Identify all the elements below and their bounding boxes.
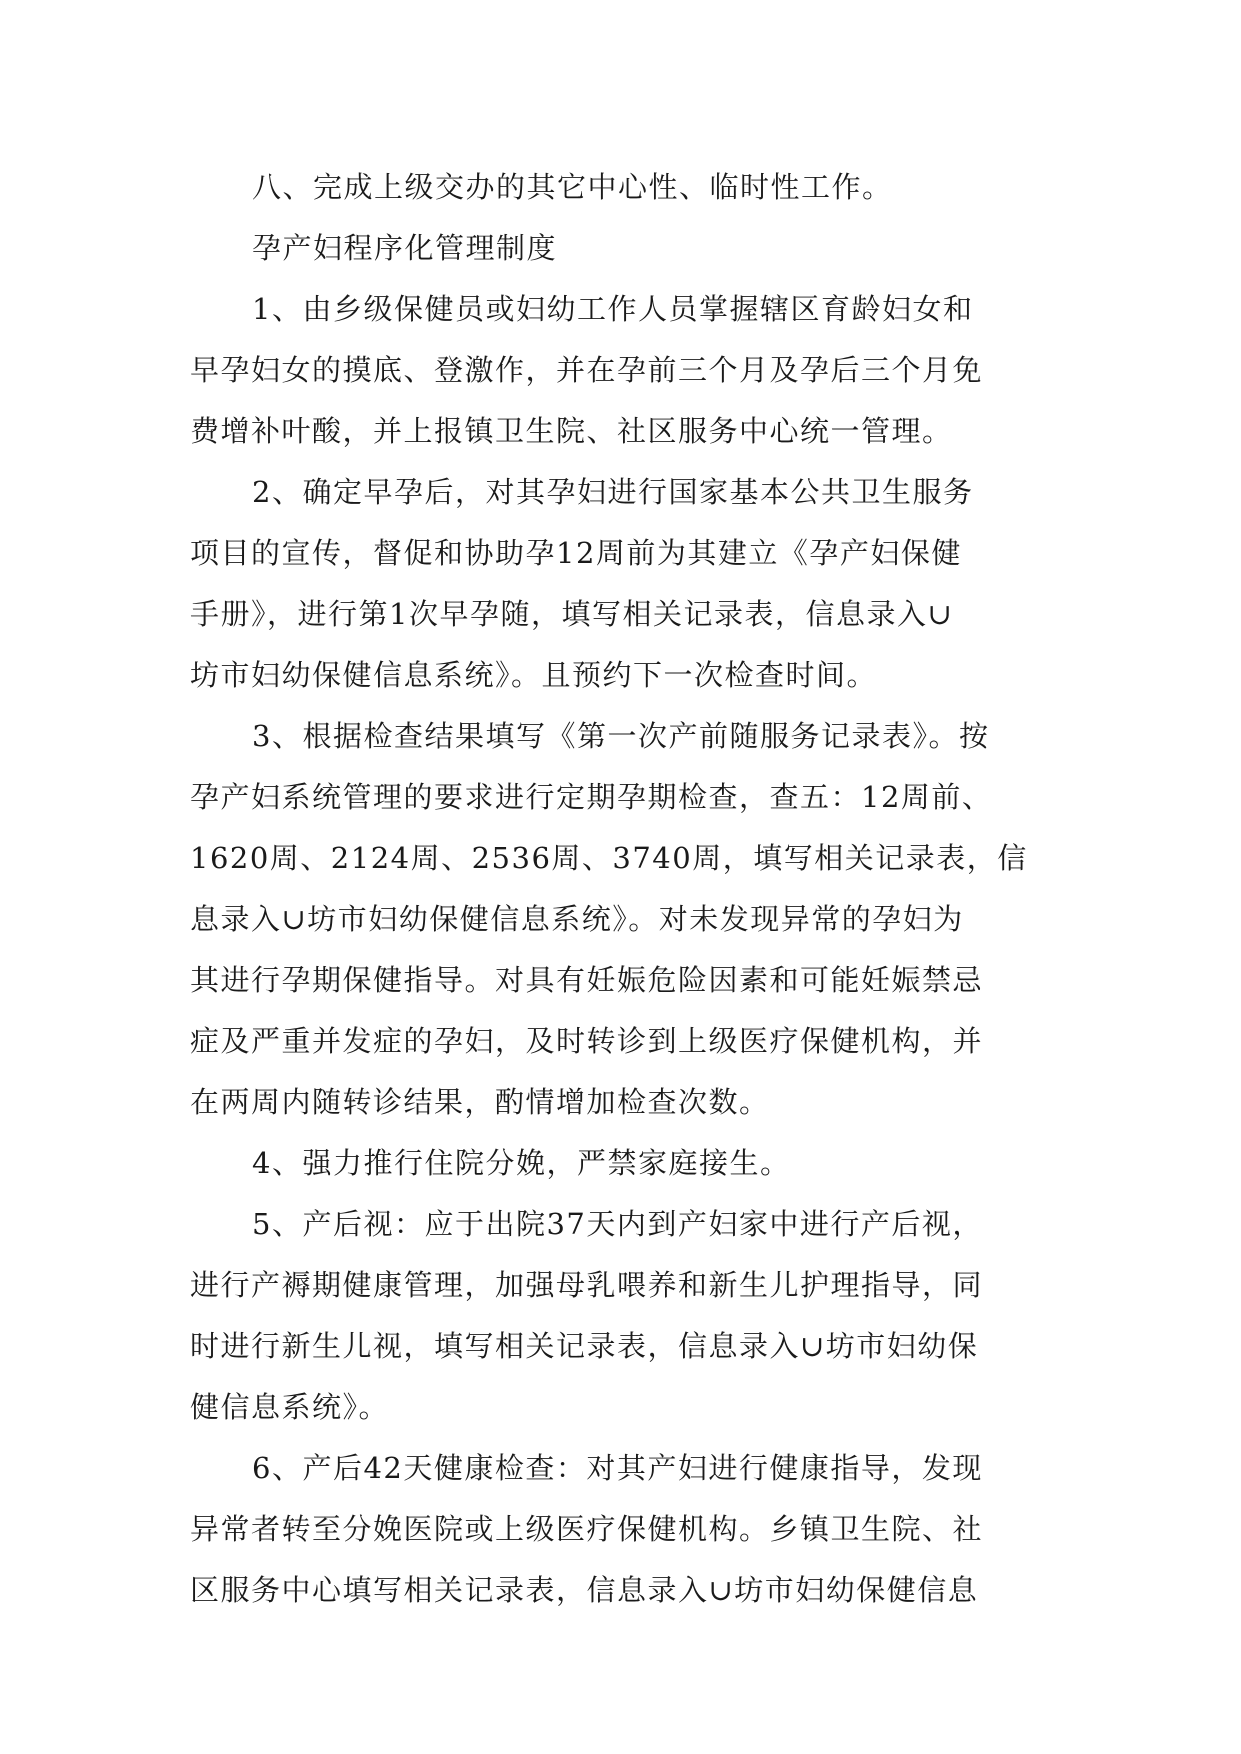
text-line: 健信息系统》。 <box>190 1390 390 1424</box>
text-line: 时进行新生儿视，填写相关记录表，信息录入∪坊市妇幼保 <box>190 1329 979 1363</box>
text-line: 4、强力推行住院分娩，严禁家庭接生。 <box>252 1146 791 1180</box>
text-line: 八、完成上级交办的其它中心性、临时性工作。 <box>252 170 893 204</box>
paragraph-6 <box>190 1438 1070 1621</box>
section-heading <box>190 218 1070 279</box>
text-line: 5、产后视：应于出院37天内到产妇家中进行产后视， <box>252 1207 983 1241</box>
text-line: 手册》，进行第1次早孕随，填写相关记录表，信息录入∪ <box>190 597 954 631</box>
text-line: 进行产褥期健康管理，加强母乳喂养和新生儿护理指导，同 <box>190 1268 984 1302</box>
paragraph-2 <box>190 462 1070 706</box>
text-line: 孕产妇系统管理的要求进行定期孕期检查，查五：12周前、 <box>190 780 993 814</box>
paragraph-5 <box>190 1194 1070 1438</box>
text-line: 其进行孕期保健指导。对具有妊娠危险因素和可能妊娠禁忌 <box>190 963 984 997</box>
paragraph-4 <box>190 1133 1070 1194</box>
text-line: 区服务中心填写相关记录表，信息录入∪坊市妇幼保健信息 <box>190 1573 979 1607</box>
text-line: 1620周、2124周、2536周、3740周，填写相关记录表，信 <box>190 841 1028 875</box>
text-line: 孕产妇程序化管理制度 <box>252 231 558 265</box>
text-line: 在两周内随转诊结果，酌情增加检查次数。 <box>190 1085 770 1119</box>
text-line: 坊市妇幼保健信息系统》。且预约下一次检查时间。 <box>190 658 878 692</box>
text-line: 异常者转至分娩医院或上级医疗保健机构。乡镇卫生院、社 <box>190 1512 984 1546</box>
paragraph-1 <box>190 279 1070 462</box>
text-line: 项目的宣传，督促和协助孕12周前为其建立《孕产妇保健 <box>190 536 962 570</box>
text-line: 息录入∪坊市妇幼保健信息系统》。对未发现异常的孕妇为 <box>190 902 964 936</box>
paragraph-item-8 <box>190 157 1070 218</box>
text-line: 症及严重并发症的孕妇，及时转诊到上级医疗保健机构，并 <box>190 1024 984 1058</box>
text-line: 1、由乡级保健员或妇幼工作人员掌握辖区育龄妇女和 <box>252 292 974 326</box>
text-line: 6、产后42天健康检查：对其产妇进行健康指导，发现 <box>252 1451 983 1485</box>
document-body <box>190 157 1070 1621</box>
text-line: 费增补叶酸，并上报镇卫生院、社区服务中心统一管理。 <box>190 414 953 448</box>
text-line: 3、根据检查结果填写《第一次产前随服务记录表》。按 <box>252 719 990 753</box>
text-line: 2、确定早孕后，对其孕妇进行国家基本公共卫生服务 <box>252 475 974 509</box>
paragraph-3 <box>190 706 1070 1133</box>
text-line: 早孕妇女的摸底、登激作，并在孕前三个月及孕后三个月免 <box>190 353 984 387</box>
